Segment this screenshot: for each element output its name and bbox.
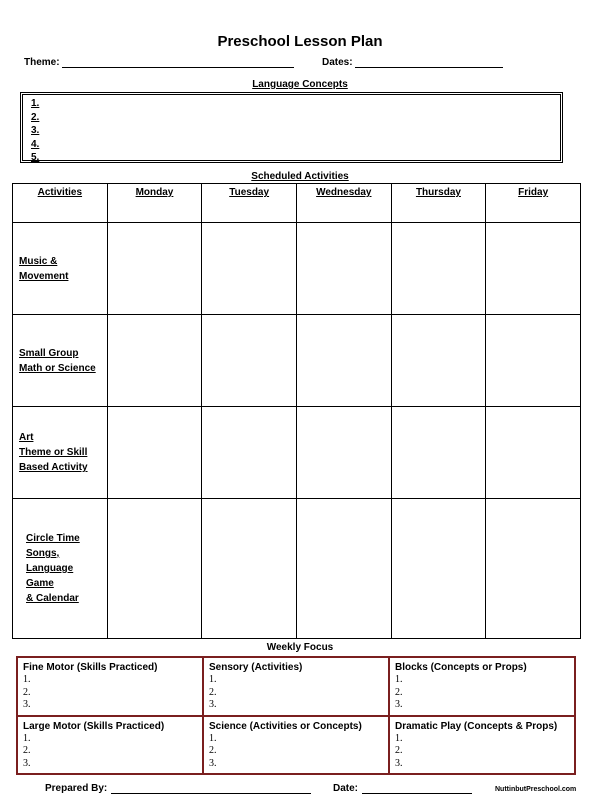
- focus-item: 1.: [395, 674, 403, 685]
- focus-item: 3.: [23, 757, 31, 769]
- row-label-circle-time: [13, 499, 108, 639]
- row-label-line: Small Group: [19, 347, 79, 359]
- plan-cell-wednesday[interactable]: [296, 499, 391, 639]
- page-title: Preschool Lesson Plan: [217, 33, 383, 50]
- date-label: Date:: [333, 783, 359, 794]
- focus-cell-title: Science (Activities or Concepts): [209, 720, 362, 732]
- dates-label: Dates:: [322, 57, 353, 68]
- date-line[interactable]: [362, 784, 472, 794]
- language-concepts-box[interactable]: [20, 92, 563, 163]
- plan-cell-thursday[interactable]: [391, 499, 486, 639]
- plan-cell-monday[interactable]: [107, 315, 202, 407]
- language-item: 5.: [31, 152, 40, 163]
- theme-field[interactable]: [24, 57, 294, 68]
- focus-cell-title: Sensory (Activities): [209, 662, 303, 673]
- plan-cell-friday[interactable]: [486, 223, 581, 315]
- focus-item: 1.: [23, 674, 31, 685]
- plan-cell-thursday[interactable]: [391, 315, 486, 407]
- weekly-focus-heading: Weekly Focus: [266, 642, 334, 653]
- plan-cell-thursday[interactable]: [391, 223, 486, 315]
- table-row: [13, 315, 581, 407]
- focus-cell-title: Blocks (Concepts or Props): [395, 662, 527, 673]
- row-label-art: [13, 407, 108, 499]
- plan-cell-wednesday[interactable]: [296, 223, 391, 315]
- focus-cell-title: Fine Motor (Skills Practiced): [23, 662, 158, 673]
- row-label-line: Math or Science: [19, 362, 96, 374]
- scheduled-activities-table: [12, 183, 581, 639]
- focus-item: 3.: [209, 757, 217, 769]
- focus-item: 3.: [23, 699, 31, 710]
- row-label-line: Songs,: [26, 548, 60, 559]
- plan-cell-monday[interactable]: [107, 407, 202, 499]
- plan-cell-tuesday[interactable]: [202, 407, 297, 499]
- table-row: [13, 223, 581, 315]
- plan-cell-tuesday[interactable]: [202, 223, 297, 315]
- theme-label: Theme:: [24, 57, 60, 68]
- focus-item: 2.: [23, 745, 31, 756]
- row-label-music: [13, 223, 108, 315]
- focus-cell-title: Dramatic Play (Concepts & Props): [395, 720, 558, 732]
- theme-line[interactable]: [62, 58, 294, 68]
- focus-item: 2.: [395, 686, 403, 698]
- prepared-by-label: Prepared By:: [45, 783, 108, 794]
- row-label-line: Music &: [19, 255, 58, 267]
- plan-cell-tuesday[interactable]: [202, 499, 297, 639]
- focus-item: 3.: [209, 699, 217, 710]
- focus-item: 2.: [395, 745, 403, 756]
- plan-cell-friday[interactable]: [486, 499, 581, 639]
- dates-line[interactable]: [355, 58, 503, 68]
- focus-item: 3.: [395, 757, 403, 769]
- row-label-line: Language: [26, 563, 74, 574]
- scheduled-activities-heading: Scheduled Activities: [251, 171, 349, 182]
- focus-cell-fine-motor[interactable]: [17, 657, 203, 716]
- focus-cell-sensory[interactable]: [203, 657, 389, 716]
- focus-item: 2.: [209, 745, 217, 756]
- row-label-line: Theme or Skill: [19, 447, 88, 458]
- language-item: 1.: [31, 98, 40, 109]
- plan-cell-friday[interactable]: [486, 407, 581, 499]
- focus-item: 1.: [209, 732, 217, 744]
- prepared-by-line[interactable]: [111, 784, 311, 794]
- language-item: 4.: [31, 138, 40, 150]
- column-header-monday: Monday: [107, 184, 202, 223]
- plan-cell-tuesday[interactable]: [202, 315, 297, 407]
- site-credit: NuttinbutPreschool.com: [495, 786, 577, 793]
- row-label-line: Movement: [19, 270, 69, 282]
- row-label-line: Game: [26, 578, 54, 589]
- plan-cell-wednesday[interactable]: [296, 407, 391, 499]
- language-item: 2.: [31, 111, 40, 123]
- date-field[interactable]: [333, 783, 472, 794]
- language-concepts-heading: Language Concepts: [252, 79, 348, 90]
- row-label-line: Based Activity: [19, 462, 88, 473]
- focus-cell-science[interactable]: [203, 716, 389, 775]
- focus-cell-large-motor[interactable]: [17, 716, 203, 775]
- dates-field[interactable]: [322, 57, 503, 68]
- prepared-by-field[interactable]: [45, 783, 311, 794]
- column-header-wednesday: Wednesday: [296, 184, 391, 223]
- column-header-thursday: Thursday: [391, 184, 486, 223]
- language-item: 3.: [31, 125, 40, 136]
- plan-cell-friday[interactable]: [486, 315, 581, 407]
- plan-cell-wednesday[interactable]: [296, 315, 391, 407]
- weekly-focus-table: [16, 656, 576, 775]
- row-label-line: Art: [19, 432, 34, 443]
- plan-cell-monday[interactable]: [107, 499, 202, 639]
- table-row: [13, 407, 581, 499]
- row-label-small-group: [13, 315, 108, 407]
- column-header-friday: Friday: [486, 184, 581, 223]
- focus-item: 2.: [209, 686, 217, 698]
- column-header-tuesday: Tuesday: [202, 184, 297, 223]
- row-label-line: & Calendar: [26, 593, 79, 604]
- plan-cell-monday[interactable]: [107, 223, 202, 315]
- column-header-activities: Activities: [13, 184, 108, 223]
- row-label-line: Circle Time: [26, 533, 80, 544]
- focus-item: 1.: [395, 732, 403, 744]
- focus-cell-title: Large Motor (Skills Practiced): [23, 720, 165, 732]
- focus-item: 3.: [395, 699, 403, 710]
- focus-item: 2.: [23, 686, 31, 698]
- focus-item: 1.: [23, 732, 31, 744]
- focus-item: 1.: [209, 674, 217, 685]
- focus-cell-dramatic-play[interactable]: [389, 716, 575, 775]
- plan-cell-thursday[interactable]: [391, 407, 486, 499]
- table-row: [13, 499, 581, 639]
- focus-cell-blocks[interactable]: [389, 657, 575, 716]
